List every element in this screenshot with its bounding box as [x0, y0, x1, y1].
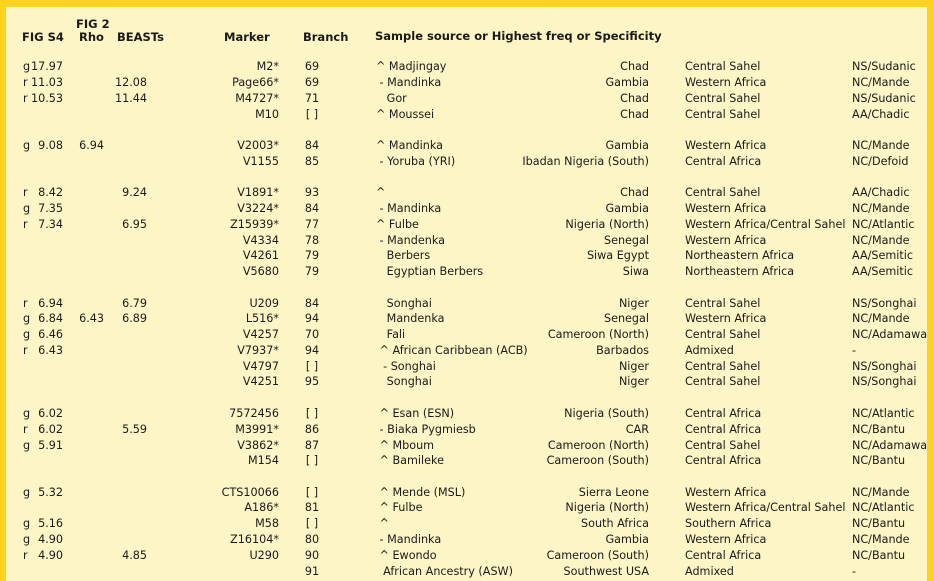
cell-sample: - Mandinka: [376, 202, 442, 215]
cell-sample: Fali: [376, 328, 406, 341]
cell-loc: Barbados: [596, 344, 649, 357]
table-row: [6, 59, 927, 75]
cell-branch: [ ]: [305, 407, 319, 420]
cell-branch: 80: [304, 533, 320, 546]
table-row: [6, 233, 927, 249]
cell-s4: 6.94: [38, 297, 63, 310]
table-row: [6, 564, 927, 580]
cell-branch: 90: [304, 549, 320, 562]
table-row: [6, 516, 927, 532]
cell-s4: 6.46: [38, 328, 63, 341]
cell-region: Central Sahel: [685, 108, 761, 121]
cell-marker: V2003*: [237, 139, 279, 152]
cell-lang: NC/Bantu: [852, 549, 906, 562]
cell-region: Central Africa: [685, 155, 762, 168]
cell-s4: 7.34: [38, 218, 63, 231]
cell-branch: 93: [304, 186, 320, 199]
cell-sample: ^ Ewondo: [376, 549, 437, 562]
cell-beast: 12.08: [114, 76, 147, 89]
cell-marker: V4797: [242, 360, 279, 373]
cell-sample: Berbers: [376, 249, 431, 262]
cell-loc: Chad: [620, 108, 649, 121]
cell-loc: Nigeria (North): [565, 501, 649, 514]
table-row: [6, 485, 927, 501]
cell-s4: 4.90: [38, 549, 63, 562]
cell-lang: -: [852, 565, 857, 578]
cell-lang: NS/Songhai: [852, 375, 917, 388]
cell-region: Western Africa: [685, 234, 767, 247]
cell-marker: Z15939*: [230, 218, 279, 231]
cell-lang: NC/Mande: [852, 202, 910, 215]
header-beasts: BEASTs: [117, 30, 164, 44]
header-rho: Rho: [79, 30, 104, 44]
cell-flag: r: [23, 186, 28, 199]
cell-lang: AA/Semitic: [852, 265, 914, 278]
cell-branch: 71: [304, 92, 320, 105]
cell-sample: Songhai: [376, 375, 432, 388]
cell-loc: Gambia: [605, 76, 649, 89]
cell-loc: Nigeria (South): [564, 407, 649, 420]
table-row: [6, 374, 927, 390]
cell-lang: NC/Atlantic: [852, 407, 915, 420]
cell-beast: 4.85: [122, 549, 147, 562]
cell-marker: V4251: [242, 375, 279, 388]
cell-branch: [ ]: [305, 486, 319, 499]
cell-marker: V7937*: [237, 344, 279, 357]
cell-s4: 17.97: [30, 60, 63, 73]
cell-lang: -: [852, 344, 857, 357]
cell-marker: A186*: [244, 501, 279, 514]
cell-s4: 6.43: [38, 344, 63, 357]
cell-lang: NS/Sudanic: [852, 60, 916, 73]
cell-beast: 6.79: [122, 297, 147, 310]
cell-region: Central Sahel: [685, 328, 761, 341]
cell-lang: NC/Mande: [852, 486, 910, 499]
cell-branch: 86: [304, 423, 320, 436]
header-branch: Branch: [303, 30, 349, 44]
table-row: [6, 264, 927, 280]
cell-sample: Gor: [376, 92, 407, 105]
cell-flag: r: [23, 344, 28, 357]
cell-loc: Siwa: [622, 265, 649, 278]
cell-marker: V3224*: [237, 202, 279, 215]
cell-s4: 6.84: [38, 312, 63, 325]
cell-sample: - Yoruba (YRI): [376, 155, 456, 168]
cell-sample: Egyptian Berbers: [376, 265, 484, 278]
cell-lang: NS/Songhai: [852, 360, 917, 373]
cell-marker: U290: [249, 549, 279, 562]
cell-region: Central Sahel: [685, 92, 761, 105]
cell-flag: g: [23, 328, 31, 341]
table-row: [6, 453, 927, 469]
cell-branch: 79: [304, 249, 320, 262]
cell-region: Central Sahel: [685, 60, 761, 73]
cell-loc: CAR: [625, 423, 649, 436]
cell-branch: 70: [304, 328, 320, 341]
cell-loc: Senegal: [603, 234, 649, 247]
cell-branch: 91: [304, 565, 320, 578]
cell-loc: Senegal: [603, 312, 649, 325]
header-sample-source: Sample source or Highest freq or Specificity: [375, 29, 662, 43]
cell-lang: AA/Semitic: [852, 249, 914, 262]
table-row: [6, 107, 927, 123]
cell-lang: NC/Adamawa: [852, 328, 927, 341]
cell-loc: Sierra Leone: [578, 486, 649, 499]
cell-branch: [ ]: [305, 454, 319, 467]
cell-marker: V5680: [242, 265, 279, 278]
cell-s4: 6.02: [38, 423, 63, 436]
cell-s4: 5.32: [38, 486, 63, 499]
cell-region: Northeastern Africa: [685, 249, 795, 262]
cell-lang: NC/Atlantic: [852, 218, 915, 231]
cell-loc: Gambia: [605, 533, 649, 546]
cell-s4: 8.42: [38, 186, 63, 199]
cell-lang: AA/Chadic: [852, 186, 910, 199]
cell-loc: Cameroon (South): [546, 454, 649, 467]
cell-loc: Niger: [618, 360, 649, 373]
cell-marker: 7572456: [229, 407, 279, 420]
cell-branch: 69: [304, 76, 320, 89]
cell-lang: AA/Chadic: [852, 108, 910, 121]
cell-region: Western Africa: [685, 486, 767, 499]
cell-flag: g: [23, 533, 31, 546]
cell-region: Central Africa: [685, 423, 762, 436]
cell-rho: 6.94: [79, 139, 104, 152]
cell-flag: g: [23, 486, 31, 499]
cell-region: Admixed: [685, 344, 734, 357]
cell-flag: r: [23, 76, 28, 89]
cell-lang: NS/Songhai: [852, 297, 917, 310]
cell-sample: ^ Mandinka: [376, 139, 443, 152]
cell-marker: V1891*: [237, 186, 279, 199]
cell-s4: 5.91: [38, 439, 63, 452]
table-row: [6, 343, 927, 359]
cell-loc: Ibadan Nigeria (South): [522, 155, 649, 168]
table-row: [6, 75, 927, 91]
table-row: [6, 154, 927, 170]
cell-marker: M4727*: [235, 92, 279, 105]
cell-loc: Gambia: [605, 139, 649, 152]
cell-beast: 5.59: [122, 423, 147, 436]
table-row: [6, 327, 927, 343]
cell-sample: - Mandinka: [376, 76, 442, 89]
cell-branch: 95: [304, 375, 320, 388]
cell-sample: - Mandenka: [376, 234, 445, 247]
cell-marker: L516*: [245, 312, 279, 325]
cell-flag: g: [23, 60, 31, 73]
cell-branch: 81: [304, 501, 320, 514]
cell-marker: M58: [255, 517, 279, 530]
cell-branch: 69: [304, 60, 320, 73]
cell-loc: Chad: [620, 186, 649, 199]
cell-loc: Cameroon (North): [547, 439, 649, 452]
table-row: [6, 422, 927, 438]
table-row: [6, 91, 927, 107]
cell-loc: Chad: [620, 92, 649, 105]
cell-s4: 5.16: [38, 517, 63, 530]
cell-flag: g: [23, 517, 31, 530]
cell-loc: Cameroon (South): [546, 549, 649, 562]
table-sheet: [6, 7, 927, 581]
cell-lang: NC/Atlantic: [852, 501, 915, 514]
header-fig-s4: FIG S4: [22, 30, 64, 44]
cell-loc: Nigeria (North): [565, 218, 649, 231]
table-row: [6, 248, 927, 264]
cell-sample: ^ Moussei: [376, 108, 435, 121]
cell-lang: NC/Mande: [852, 76, 910, 89]
cell-sample: - Songhai: [376, 360, 436, 373]
table-row: [6, 406, 927, 422]
table-row: [6, 138, 927, 154]
cell-beast: 9.24: [122, 186, 147, 199]
cell-sample: Mandenka: [376, 312, 445, 325]
cell-sample: ^ Mende (MSL): [376, 486, 466, 499]
cell-loc: Niger: [618, 297, 649, 310]
table-row: [6, 548, 927, 564]
cell-marker: CTS10066: [221, 486, 279, 499]
header-fig2: FIG 2: [76, 17, 110, 31]
cell-branch: 84: [304, 139, 320, 152]
cell-sample: African Ancestry (ASW): [376, 565, 513, 578]
cell-s4: 7.35: [38, 202, 63, 215]
cell-marker: V1155: [242, 155, 279, 168]
cell-region: Western Africa/Central Sahel: [685, 501, 846, 514]
cell-marker: M2*: [256, 60, 279, 73]
cell-region: Central Sahel: [685, 186, 761, 199]
cell-lang: NC/Defoid: [852, 155, 909, 168]
cell-sample: ^ Esan (ESN): [376, 407, 455, 420]
cell-branch: 85: [304, 155, 320, 168]
cell-loc: Southwest USA: [563, 565, 649, 578]
cell-region: Central Africa: [685, 549, 762, 562]
cell-marker: V3862*: [237, 439, 279, 452]
cell-sample: Songhai: [376, 297, 432, 310]
cell-loc: Niger: [618, 375, 649, 388]
cell-marker: V4334: [242, 234, 279, 247]
cell-branch: 94: [304, 312, 320, 325]
cell-sample: ^: [376, 186, 386, 199]
cell-lang: NC/Bantu: [852, 423, 906, 436]
table-row: [6, 532, 927, 548]
header-marker: Marker: [224, 30, 270, 44]
cell-lang: NC/Mande: [852, 312, 910, 325]
cell-loc: Cameroon (North): [547, 328, 649, 341]
table-row: [6, 201, 927, 217]
cell-region: Western Africa: [685, 76, 767, 89]
cell-branch: [ ]: [305, 108, 319, 121]
cell-branch: 84: [304, 297, 320, 310]
cell-sample: ^ African Caribbean (ACB): [376, 344, 528, 357]
cell-flag: r: [23, 92, 28, 105]
cell-flag: r: [23, 218, 28, 231]
cell-region: Western Africa: [685, 202, 767, 215]
cell-region: Western Africa: [685, 312, 767, 325]
cell-branch: [ ]: [305, 360, 319, 373]
cell-marker: Z16104*: [230, 533, 279, 546]
cell-flag: g: [23, 139, 31, 152]
cell-sample: ^ Fulbe: [376, 501, 423, 514]
cell-loc: South Africa: [581, 517, 649, 530]
cell-lang: NC/Mande: [852, 139, 910, 152]
cell-s4: 9.08: [38, 139, 63, 152]
cell-sample: ^ Bamileke: [376, 454, 444, 467]
cell-sample: ^ Mboum: [376, 439, 435, 452]
cell-marker: Page66*: [232, 76, 279, 89]
cell-region: Central Africa: [685, 407, 762, 420]
cell-region: Western Africa: [685, 533, 767, 546]
cell-region: Central Sahel: [685, 360, 761, 373]
cell-flag: r: [23, 549, 28, 562]
cell-region: Admixed: [685, 565, 734, 578]
cell-marker: U209: [249, 297, 279, 310]
cell-region: Central Sahel: [685, 297, 761, 310]
table-row: [6, 311, 927, 327]
cell-lang: NS/Sudanic: [852, 92, 916, 105]
table-row: [6, 438, 927, 454]
table-row: [6, 500, 927, 516]
cell-sample: ^ Fulbe: [376, 218, 419, 231]
cell-sample: ^: [376, 517, 389, 530]
cell-marker: M3991*: [235, 423, 279, 436]
cell-loc: Gambia: [605, 202, 649, 215]
cell-region: Southern Africa: [685, 517, 772, 530]
cell-region: Central Sahel: [685, 439, 761, 452]
cell-sample: - Mandinka: [376, 533, 442, 546]
cell-lang: NC/Mande: [852, 234, 910, 247]
cell-region: Western Africa: [685, 139, 767, 152]
table-row: [6, 296, 927, 312]
cell-marker: V4257: [242, 328, 279, 341]
cell-s4: 10.53: [30, 92, 63, 105]
cell-branch: [ ]: [305, 517, 319, 530]
cell-marker: V4261: [242, 249, 279, 262]
cell-lang: NC/Bantu: [852, 517, 906, 530]
cell-branch: 94: [304, 344, 320, 357]
cell-beast: 11.44: [114, 92, 147, 105]
cell-branch: 78: [304, 234, 320, 247]
cell-flag: r: [23, 423, 28, 436]
table-row: [6, 217, 927, 233]
cell-s4: 4.90: [38, 533, 63, 546]
cell-beast: 6.95: [122, 218, 147, 231]
cell-beast: 6.89: [122, 312, 147, 325]
cell-loc: Siwa Egypt: [586, 249, 649, 262]
cell-lang: NC/Mande: [852, 533, 910, 546]
cell-lang: NC/Bantu: [852, 454, 906, 467]
table-row: [6, 359, 927, 375]
table-row: [6, 185, 927, 201]
cell-flag: g: [23, 439, 31, 452]
cell-sample: ^ Madjingay: [376, 60, 447, 73]
cell-region: Central Africa: [685, 454, 762, 467]
cell-sample: - Biaka Pygmiesb: [376, 423, 476, 436]
cell-region: Northeastern Africa: [685, 265, 795, 278]
cell-marker: M10: [255, 108, 279, 121]
cell-flag: g: [23, 407, 31, 420]
cell-loc: Chad: [620, 60, 649, 73]
cell-lang: NC/Adamawa: [852, 439, 927, 452]
cell-region: Central Sahel: [685, 375, 761, 388]
cell-branch: 87: [304, 439, 320, 452]
cell-branch: 79: [304, 265, 320, 278]
cell-marker: M154: [247, 454, 279, 467]
cell-branch: 77: [304, 218, 320, 231]
cell-region: Western Africa/Central Sahel: [685, 218, 846, 231]
cell-flag: g: [23, 312, 31, 325]
cell-s4: 6.02: [38, 407, 63, 420]
cell-rho: 6.43: [79, 312, 104, 325]
cell-s4: 11.03: [30, 76, 63, 89]
cell-flag: r: [23, 297, 28, 310]
cell-branch: 84: [304, 202, 320, 215]
cell-flag: g: [23, 202, 31, 215]
